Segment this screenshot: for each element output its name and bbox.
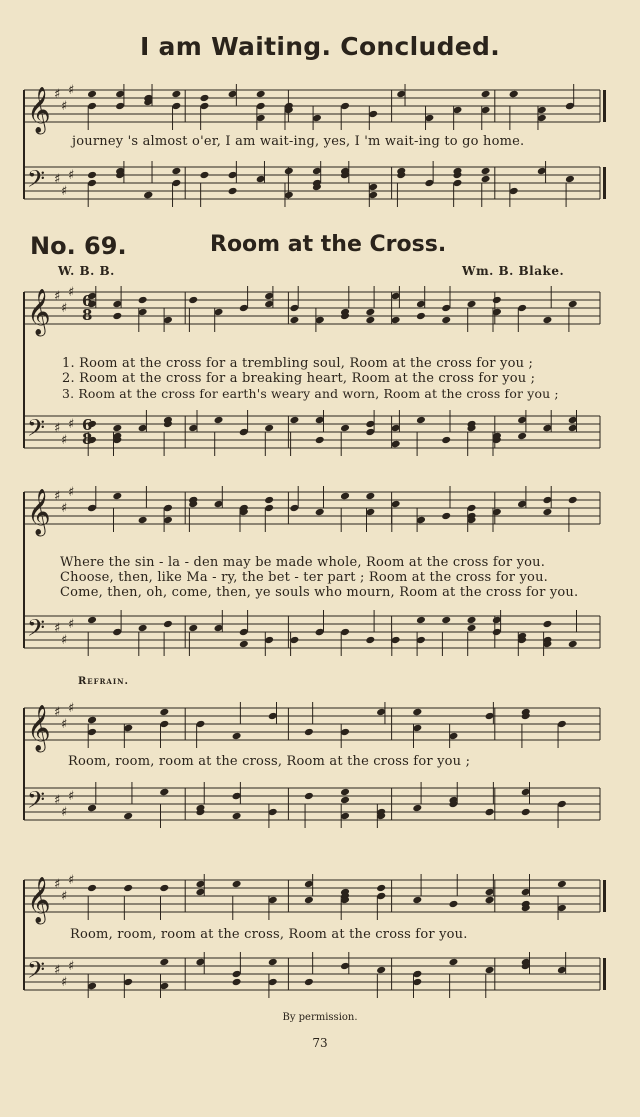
system2-treble-notehead	[365, 308, 375, 317]
sharp-icon: ♯	[54, 793, 61, 808]
system4-bass-notehead	[340, 796, 350, 805]
bass-clef-icon: 𝄢	[27, 614, 46, 647]
lyric-verse2-line1: 2. Room at the cross for a breaking heart, Room at the cross for you ;	[62, 371, 536, 386]
system5-final-barline	[603, 958, 606, 990]
sharp-icon: ♯	[68, 168, 75, 183]
sharp-icon: ♯	[61, 99, 68, 114]
treble-clef-icon: 𝄞	[27, 489, 51, 535]
sharp-icon: ♯	[54, 87, 61, 102]
sharp-icon: ♯	[61, 501, 68, 516]
bass-clef-icon: 𝄢	[27, 165, 46, 198]
lyric-refrain-line1: Room, room, room at the cross, Room at the cross for you ;	[68, 754, 471, 769]
system5-treble-notehead	[159, 884, 169, 893]
sharp-icon: ♯	[68, 873, 75, 888]
system2-bass-notehead	[517, 432, 527, 441]
system2-treble-notehead	[492, 296, 502, 305]
system2-bass-notehead	[214, 416, 224, 425]
sharp-icon: ♯	[54, 289, 61, 304]
sharp-icon: ♯	[61, 633, 68, 648]
system2-treble-notehead	[416, 312, 426, 321]
system3-treble-notehead	[365, 492, 375, 501]
system3-bass-notehead	[416, 616, 426, 625]
system4-bass-notehead	[123, 812, 133, 821]
system1-bass-notehead	[87, 171, 97, 180]
refrain-label: Refrain.	[78, 676, 130, 687]
sharp-icon: ♯	[61, 717, 68, 732]
lyric-refrain-line2: Room, room, room at the cross, Room at the cross for you.	[70, 927, 468, 942]
bass-clef-icon: 𝄢	[27, 786, 46, 819]
time-signature: 6	[82, 292, 93, 310]
system2-treble-notehead	[365, 316, 375, 325]
system4-bass-notehead	[87, 804, 97, 813]
system2-treble-notehead	[568, 300, 578, 309]
system3-treble-notehead	[112, 492, 122, 501]
system2-treble-notehead	[441, 316, 451, 325]
system3-treble-notehead	[542, 508, 552, 517]
system5-bass-notehead	[448, 958, 458, 967]
system2-treble-notehead	[289, 316, 299, 325]
system2-treble-notehead	[467, 300, 477, 309]
system2-bass-notehead	[416, 416, 426, 425]
permission-note: By permission.	[282, 1012, 358, 1023]
time-signature: 8	[82, 306, 93, 324]
system1-bass-notehead	[171, 167, 181, 176]
sharp-icon: ♯	[68, 617, 75, 632]
system1-treble-notehead	[87, 90, 97, 99]
treble-clef-icon: 𝄞	[27, 877, 51, 923]
system5-treble-notehead	[412, 896, 422, 905]
sharp-icon: ♯	[54, 705, 61, 720]
system2-bass-notehead	[340, 424, 350, 433]
sharp-icon: ♯	[61, 889, 68, 904]
system3-bass-notehead	[441, 616, 451, 625]
system1-treble-notehead	[199, 94, 209, 103]
system5-treble-notehead	[376, 884, 386, 893]
lyric-line-system1: journey 's almost o'er, I am wait-ing, yes, I 'm wait-ing to go home.	[72, 134, 525, 149]
system3-bass-notehead	[239, 640, 249, 649]
hymn-title: Room at the Cross.	[210, 232, 447, 257]
system1-treble-notehead	[256, 90, 266, 99]
system4-bass-notehead	[340, 788, 350, 797]
treble-clef-icon: 𝄞	[27, 289, 51, 335]
system5-treble-notehead	[485, 896, 495, 905]
system3-treble-notehead	[441, 512, 451, 521]
system3-treble-notehead	[568, 496, 578, 505]
system2-bass-notehead	[264, 424, 274, 433]
system4-bass-notehead	[232, 812, 242, 821]
system1-bass-notehead	[284, 167, 294, 176]
sharp-icon: ♯	[54, 421, 61, 436]
music-credit: Wm. B. Blake.	[462, 264, 565, 278]
sharp-icon: ♯	[61, 433, 68, 448]
hymn-number: No. 69.	[30, 232, 127, 260]
system2-treble-notehead	[188, 296, 198, 305]
system3-treble-notehead	[264, 496, 274, 505]
system5-bass-notehead	[268, 958, 278, 967]
system4-bass-notehead	[485, 808, 495, 817]
system4-treble-notehead	[87, 716, 97, 725]
sharp-icon: ♯	[54, 621, 61, 636]
system2-bass-notehead	[391, 440, 401, 449]
system2-treble-notehead	[391, 316, 401, 325]
system2-bass-notehead	[289, 416, 299, 425]
system3-bass-notehead	[163, 620, 173, 629]
system3-bass-notehead	[188, 624, 198, 633]
system2-bass-notehead	[441, 436, 451, 445]
system1-bass-notehead	[481, 175, 491, 184]
continued-hymn-title: I am Waiting. Concluded.	[139, 32, 501, 61]
sharp-icon: ♯	[54, 877, 61, 892]
bass-clef-icon: 𝄢	[27, 956, 46, 989]
system5-treble-notehead	[123, 884, 133, 893]
sharp-icon: ♯	[54, 489, 61, 504]
time-signature: 6	[82, 416, 93, 434]
lyric-verse1-line1: 1. Room at the cross for a trembling soul, Room at the cross for you ;	[62, 356, 534, 371]
bass-clef-icon: 𝄢	[27, 414, 46, 447]
system4-treble-notehead	[232, 732, 242, 741]
system1-bass-notehead	[199, 171, 209, 180]
system3-treble-notehead	[138, 516, 148, 525]
lyric-verse1-line2: Where the sin - la - den may be made whole, Room at the cross for you.	[60, 555, 546, 570]
sharp-icon: ♯	[68, 789, 75, 804]
system2-bass-notehead	[315, 436, 325, 445]
system5-treble-notehead	[87, 884, 97, 893]
system4-bass-notehead	[412, 804, 422, 813]
system4-treble-notehead	[412, 708, 422, 717]
sharp-icon: ♯	[68, 417, 75, 432]
sharp-icon: ♯	[54, 963, 61, 978]
system5-treble-notehead	[448, 900, 458, 909]
system2-treble-notehead	[112, 312, 122, 321]
sharp-icon: ♯	[61, 975, 68, 990]
system5-final-barline	[603, 880, 606, 912]
sharp-icon: ♯	[68, 485, 75, 500]
system4-treble-notehead	[304, 728, 314, 737]
page-number: 73	[312, 1036, 328, 1050]
system3-treble-notehead	[391, 500, 401, 509]
words-credit: W. B. B.	[58, 264, 115, 278]
system3-bass-notehead	[138, 624, 148, 633]
system5-bass-notehead	[376, 966, 386, 975]
system2-treble-notehead	[138, 296, 148, 305]
system5-bass-notehead	[485, 966, 495, 975]
system5-bass-notehead	[304, 978, 314, 987]
system2-treble-notehead	[542, 316, 552, 325]
system3-treble-notehead	[340, 492, 350, 501]
lyric-verse3-line2: Come, then, oh, come, then, ye souls who mourn, Room at the cross for you.	[60, 585, 579, 600]
system5-treble-notehead	[557, 880, 567, 889]
lyric-verse3-line1: 3. Room at the cross for earth's weary and worn, Room at the cross for you ;	[62, 386, 559, 401]
system3-bass-notehead	[365, 636, 375, 645]
sharp-icon: ♯	[61, 805, 68, 820]
system3-bass-notehead	[87, 616, 97, 625]
system1-bass-notehead	[143, 191, 153, 200]
system2-bass-notehead	[112, 424, 122, 433]
treble-clef-icon: 𝄞	[27, 87, 51, 133]
system3-bass-notehead	[542, 620, 552, 629]
sharp-icon: ♯	[54, 172, 61, 187]
sharp-icon: ♯	[68, 285, 75, 300]
system5-bass-notehead	[232, 978, 242, 987]
sharp-icon: ♯	[61, 301, 68, 316]
sharp-icon: ♯	[68, 959, 75, 974]
time-signature: 8	[82, 430, 93, 448]
system1-final-barline	[603, 90, 606, 122]
system4-bass-notehead	[521, 808, 531, 817]
system3-bass-notehead	[467, 616, 477, 625]
system4-treble-notehead	[159, 708, 169, 717]
system1-bass-notehead	[481, 167, 491, 176]
system1-final-barline	[603, 167, 606, 199]
sharp-icon: ♯	[61, 184, 68, 199]
system3-treble-notehead	[315, 508, 325, 517]
sharp-icon: ♯	[68, 701, 75, 716]
system1-treble-notehead	[481, 90, 491, 99]
system3-bass-notehead	[568, 640, 578, 649]
system5-bass-notehead	[159, 958, 169, 967]
system3-bass-notehead	[467, 624, 477, 633]
system1-treble-notehead	[509, 90, 519, 99]
treble-clef-icon: 𝄞	[27, 705, 51, 751]
system4-bass-notehead	[159, 788, 169, 797]
system1-treble-notehead	[171, 90, 181, 99]
system1-bass-notehead	[565, 175, 575, 184]
system4-bass-notehead	[304, 792, 314, 801]
system5-treble-notehead	[304, 896, 314, 905]
sharp-icon: ♯	[68, 83, 75, 98]
system5-treble-notehead	[232, 880, 242, 889]
system1-bass-notehead	[228, 187, 238, 196]
lyric-verse2-line2: Choose, then, like Ma - ry, the bet - ter part ; Room at the cross for you.	[60, 570, 548, 585]
